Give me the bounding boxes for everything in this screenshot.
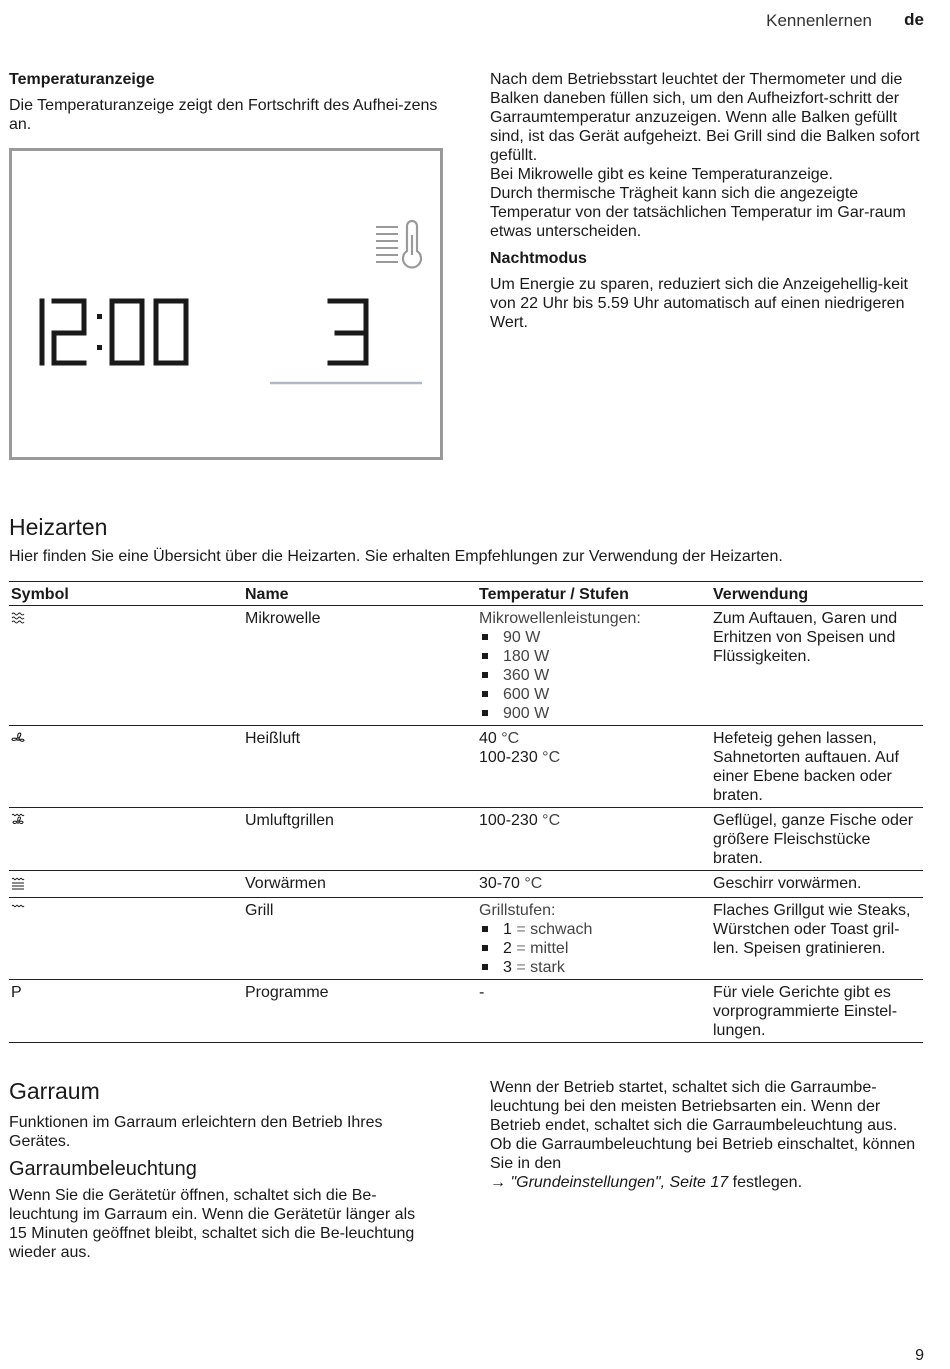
microwave-icon	[11, 611, 25, 625]
cavity-light-explanation	[490, 1078, 922, 1192]
temperature-value: 100-230	[479, 749, 538, 766]
table-row	[9, 808, 923, 871]
oven-display-illustration	[9, 148, 443, 460]
list-item: 180 W	[479, 647, 708, 666]
night-mode-text: Um Energie zu sparen, reduziert sich die Anzeigehellig-keit von 22 Uhr bis 5.59 Uhr automatisch auf einen niedrigeren Wert.	[490, 276, 908, 331]
temperature-unit: °C	[537, 812, 561, 829]
table-row	[9, 871, 923, 898]
mode-usage: Geschirr vorwärmen.	[711, 871, 923, 898]
night-mode-heading: Nachtmodus	[490, 250, 587, 267]
fan-icon	[11, 731, 25, 745]
running-header-section: Kennenlernen	[766, 11, 872, 30]
arrow-icon: →	[490, 1174, 506, 1191]
mode-name: Programme	[243, 980, 477, 1043]
mode-name: Heißluft	[243, 726, 477, 808]
mode-name: Umluftgrillen	[243, 808, 477, 871]
temperature-display-heading: Temperaturanzeige	[9, 71, 155, 88]
list-item: 360 W	[479, 666, 708, 685]
level-readout	[330, 301, 366, 363]
display-graphic	[12, 151, 440, 457]
cross-reference-suffix: festlegen.	[728, 1174, 803, 1191]
mode-temp-label: Mikrowellenleistungen:	[479, 610, 641, 627]
cavity-intro: Funktionen im Garraum erleichtern den Betrieb Ihres Gerätes.	[9, 1114, 383, 1150]
heating-modes-table	[9, 581, 923, 1043]
table-row	[9, 898, 923, 980]
column-header-symbol: Symbol	[9, 582, 243, 606]
list-item: 2 = mittel	[479, 939, 708, 958]
list-item: 600 W	[479, 685, 708, 704]
settings-link[interactable]: "Grundeinstellungen", Seite 17	[510, 1174, 729, 1191]
temperature-display-text: Die Temperaturanzeige zeigt den Fortschrift des Aufhei-zens an.	[9, 97, 438, 133]
column-header-name: Name	[243, 582, 477, 606]
temperature-value: 100-230	[479, 812, 538, 829]
column-header-usage: Verwendung	[711, 582, 923, 606]
fan-grill-icon	[11, 813, 25, 827]
temperature-unit: °C	[496, 730, 520, 747]
mode-usage: Hefeteig gehen lassen, Sahnetorten auftauen. Auf einer Ebene backen oder braten.	[711, 726, 923, 808]
mode-name: Vorwärmen	[243, 871, 477, 898]
thermometer-para-1: Nach dem Betriebsstart leuchtet der Thermometer und die Balken daneben füllen sich, um den Aufheizfort-schritt der Garraumtemperatur anzuzeigen. Wenn alle Balken gefüllt sind, ist das Gerät aufgeheizt. Bei Grill sind die Balken sofort gefüllt.	[490, 71, 920, 164]
table-header-row	[9, 582, 923, 606]
list-item: 900 W	[479, 704, 708, 723]
cavity-light-para-1: Wenn der Betrieb startet, schaltet sich die Garraumbe-leuchtung bei den meisten Betriebsarten ein. Wenn der Betrieb endet, schaltet sich die Garraumbeleuchtung aus.	[490, 1079, 898, 1134]
list-item: 3 = stark	[479, 958, 708, 977]
thermometer-para-2: Bei Mikrowelle gibt es keine Temperaturanzeige.	[490, 166, 833, 183]
cavity-heading: Garraum	[9, 1078, 100, 1104]
mode-temp: -	[477, 980, 711, 1043]
mode-name: Mikrowelle	[243, 606, 477, 726]
temperature-unit: °C	[537, 749, 561, 766]
list-item: 90 W	[479, 628, 708, 647]
temperature-unit: °C	[519, 875, 543, 892]
mode-usage: Zum Auftauen, Garen und Erhitzen von Speisen und Flüssigkeiten.	[711, 606, 923, 726]
column-header-temperature: Temperatur / Stufen	[477, 582, 711, 606]
power-list	[479, 628, 708, 723]
page-number: 9	[915, 1347, 924, 1364]
cross-reference	[490, 1173, 922, 1192]
mode-usage: Flaches Grillgut wie Steaks, Würstchen oder Toast gril-len. Speisen gratinieren.	[711, 898, 923, 980]
heating-modes-heading: Heizarten	[9, 514, 108, 540]
heat-bars-icon	[376, 227, 398, 262]
mode-name: Grill	[243, 898, 477, 980]
temperature-value: 40	[479, 730, 497, 747]
thermometer-icon	[403, 221, 421, 267]
table-row	[9, 606, 923, 726]
mode-usage: Für viele Gerichte gibt es vorprogrammierte Einstel-lungen.	[711, 980, 923, 1043]
grill-level-list	[479, 920, 708, 977]
thermometer-explanation	[490, 70, 922, 332]
preheat-icon	[11, 876, 25, 890]
thermometer-para-3: Durch thermische Trägheit kann sich die angezeigte Temperatur von der tatsächlichen Temperatur im Gar-raum etwas unterscheiden.	[490, 185, 906, 240]
list-item: 1 = schwach	[479, 920, 708, 939]
mode-usage: Geflügel, ganze Fische oder größere Fleischstücke braten.	[711, 808, 923, 871]
temperature-display-section	[9, 70, 445, 134]
table-row	[9, 726, 923, 808]
cavity-section	[9, 1077, 429, 1262]
temperature-value: 30-70	[479, 875, 520, 892]
mode-temp-label: Grillstufen:	[479, 902, 556, 919]
cavity-light-para-2: Ob die Garraumbeleuchtung bei Betrieb einschaltet, können Sie in den	[490, 1136, 916, 1172]
heating-modes-section	[9, 513, 923, 566]
time-readout	[42, 301, 186, 363]
program-symbol: P	[9, 980, 243, 1043]
cavity-light-text: Wenn Sie die Gerätetür öffnen, schaltet sich die Be-leuchtung im Garraum ein. Wenn die Gerätetür länger als 15 Minuten geöffnet bleibt, schaltet sich die Be-leuchtung wieder aus.	[9, 1187, 416, 1261]
running-header-language: de	[904, 10, 924, 29]
table-row	[9, 980, 923, 1043]
heating-modes-intro: Hier finden Sie eine Übersicht über die Heizarten. Sie erhalten Empfehlungen zur Verwendung der Heizarten.	[9, 548, 783, 565]
cavity-light-heading: Garraumbeleuchtung	[9, 1158, 197, 1180]
grill-icon	[11, 903, 25, 917]
